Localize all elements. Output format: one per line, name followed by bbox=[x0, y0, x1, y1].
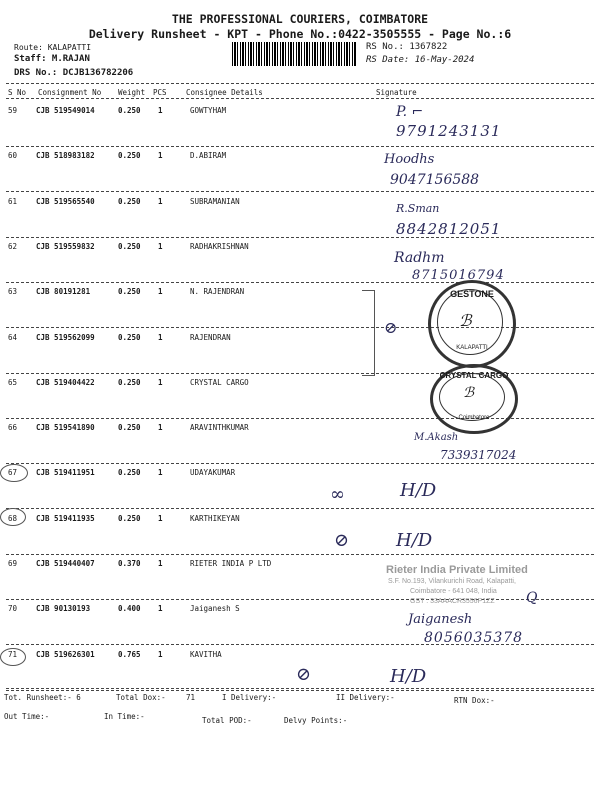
row-pcs: 1 bbox=[158, 106, 163, 115]
col-consignment: Consignment No bbox=[38, 88, 102, 97]
stamp-bottom-text: Coimbatore bbox=[458, 415, 490, 421]
row-sno: 69 bbox=[8, 559, 18, 568]
row-consignment: CJB 519562099 bbox=[36, 332, 95, 342]
row-weight: 0.250 bbox=[118, 106, 141, 115]
row-pcs: 1 bbox=[158, 649, 163, 659]
row-sno: 66 bbox=[8, 423, 18, 433]
col-sno: S No bbox=[8, 88, 27, 97]
signature-67: H/D bbox=[400, 480, 437, 501]
row-weight: 0.765 bbox=[118, 649, 141, 659]
row-pcs: 1 bbox=[158, 287, 163, 297]
out-time: Out Time:- bbox=[4, 712, 50, 721]
row-consignment: CJB 519411935 bbox=[36, 513, 95, 523]
signature-66-name: M.Akash bbox=[414, 432, 459, 443]
row-weight: 0.250 bbox=[118, 241, 141, 251]
row-pcs: 1 bbox=[158, 377, 163, 387]
row-weight: 0.370 bbox=[118, 559, 141, 568]
route-label: Route: KALAPATTI bbox=[14, 43, 92, 52]
divider bbox=[6, 83, 594, 84]
rieter-stamp-gst: GST : 33AAACR3556P1ZZ bbox=[410, 598, 495, 605]
row-divider bbox=[6, 554, 594, 555]
row-consignment: CJB 519411951 bbox=[36, 468, 95, 478]
row-sno: 61 bbox=[8, 196, 18, 206]
row-pcs: 1 bbox=[158, 423, 163, 433]
row-pcs: 1 bbox=[158, 468, 163, 478]
i-delivery: I Delivery:- bbox=[222, 693, 277, 702]
row-divider bbox=[6, 690, 594, 691]
col-pcs: PCS bbox=[153, 88, 167, 97]
row-consignment: CJB 519541890 bbox=[36, 423, 95, 433]
row-weight: 0.250 bbox=[118, 513, 141, 523]
row-sno: 67 bbox=[8, 468, 18, 478]
rtn-dox: RTN Dox:- bbox=[454, 696, 495, 705]
bracket-mark bbox=[362, 290, 375, 376]
row-divider bbox=[6, 282, 594, 283]
row-consignment: CJB 519626301 bbox=[36, 649, 95, 659]
row-consignment: CJB 518983182 bbox=[36, 151, 95, 161]
row-consignee: Jaiganesh S bbox=[190, 604, 240, 614]
row-consignment: CJB 80191281 bbox=[36, 287, 91, 297]
row-pcs: 1 bbox=[158, 241, 163, 251]
rieter-signature: Q bbox=[526, 590, 538, 606]
row-consignment: CJB 519565540 bbox=[36, 196, 95, 206]
signature-71: H/D bbox=[390, 666, 427, 687]
row-pcs: 1 bbox=[158, 604, 163, 614]
row-sno: 62 bbox=[8, 241, 18, 251]
signature-66-number: 7339317024 bbox=[440, 448, 517, 462]
row-consignment: CJB 519559832 bbox=[36, 241, 95, 251]
divider bbox=[6, 98, 594, 99]
stamp-bottom-text: KALAPATTI bbox=[456, 345, 488, 351]
rs-number: RS No.: 1367822 bbox=[366, 42, 448, 52]
company-title: THE PROFESSIONAL COURIERS, COIMBATORE bbox=[171, 12, 429, 26]
total-dox-label: Total Dox:- bbox=[116, 693, 166, 702]
row-consignment: CJB 519440407 bbox=[36, 559, 95, 568]
row-divider bbox=[6, 463, 594, 464]
row-consignee: D.ABIRAM bbox=[190, 151, 227, 161]
signature-68: H/D bbox=[396, 530, 433, 551]
row-divider bbox=[6, 508, 594, 509]
row-sno: 64 bbox=[8, 332, 18, 342]
col-consignee: Consignee Details bbox=[186, 88, 263, 97]
row-consignment: CJB 519549014 bbox=[36, 106, 95, 115]
signature-61-number: 8842812051 bbox=[396, 220, 502, 238]
total-dox-value: 71 bbox=[186, 693, 196, 702]
margin-circle bbox=[0, 464, 28, 482]
row-consignee: KAVITHA bbox=[190, 649, 222, 659]
row-divider bbox=[6, 237, 594, 238]
barcode bbox=[232, 42, 356, 66]
col-signature: Signature bbox=[376, 88, 417, 97]
stamp-top-text: CRYSTAL CARGO bbox=[439, 371, 509, 380]
row-consignee: RADHAKRISHNAN bbox=[190, 241, 249, 251]
row-weight: 0.250 bbox=[118, 423, 141, 433]
crystal-cargo-stamp: CRYSTAL CARGO Coimbatore ℬ bbox=[430, 364, 518, 434]
stamp-top-text: GESTONE bbox=[450, 289, 494, 299]
rieter-stamp-address: S.F. No.193, Vilankurichi Road, Kalapatti, bbox=[388, 578, 516, 585]
signature-62-number: 8715016794 bbox=[412, 268, 505, 283]
divider bbox=[6, 688, 594, 689]
row-sno: 71 bbox=[8, 649, 18, 659]
signature-60-name: Hoodhs bbox=[384, 152, 435, 167]
row-sno: 60 bbox=[8, 151, 18, 161]
row-pcs: 1 bbox=[158, 151, 163, 161]
signature-60-number: 9047156588 bbox=[390, 172, 480, 188]
staff-label: Staff: M.RAJAN bbox=[14, 54, 90, 64]
margin-circle bbox=[0, 648, 26, 666]
row-pcs: 1 bbox=[158, 559, 163, 568]
signature-59: 9791243131 bbox=[396, 122, 502, 140]
drs-number: DRS No.: DCJB136782206 bbox=[14, 68, 134, 78]
row-divider bbox=[6, 599, 594, 600]
margin-circle bbox=[0, 508, 26, 526]
row-sno: 63 bbox=[8, 287, 18, 297]
handmark-67: ∞ bbox=[330, 484, 345, 505]
signature-61-name: R.Sman bbox=[396, 202, 440, 215]
row-divider bbox=[6, 146, 594, 147]
row-weight: 0.400 bbox=[118, 604, 141, 614]
row-consignee: UDAYAKUMAR bbox=[190, 468, 236, 478]
row-weight: 0.250 bbox=[118, 468, 141, 478]
row-consignee: RAJENDRAN bbox=[190, 332, 231, 342]
row-pcs: 1 bbox=[158, 332, 163, 342]
in-time: In Time:- bbox=[104, 712, 145, 721]
row-consignee: GOWTYHAM bbox=[190, 106, 227, 115]
ii-delivery: II Delivery:- bbox=[336, 693, 395, 702]
row-consignee: CRYSTAL CARGO bbox=[190, 377, 249, 387]
row-consignee: N. RAJENDRAN bbox=[190, 287, 245, 297]
signature-70-name: Jaiganesh bbox=[408, 612, 473, 627]
handmark-63: ⊘ bbox=[384, 318, 398, 337]
handmark-71: ⊘ bbox=[296, 664, 312, 685]
signature-62-name: Radhm bbox=[394, 250, 445, 266]
row-weight: 0.250 bbox=[118, 332, 141, 342]
runsheet-subtitle: Delivery Runsheet - KPT - Phone No.:0422-3505555 - Page No.:6 bbox=[88, 27, 512, 41]
rs-date: RS Date: 16-May-2024 bbox=[366, 55, 475, 65]
signature-70-number: 8056035378 bbox=[424, 630, 524, 646]
rieter-stamp-city: Coimbatore - 641 048, India bbox=[410, 588, 497, 595]
row-sno: 59 bbox=[8, 106, 18, 115]
row-sno: 68 bbox=[8, 513, 18, 523]
total-pod: Total POD:- bbox=[202, 716, 252, 725]
row-sno: 65 bbox=[8, 377, 18, 387]
row-divider bbox=[6, 191, 594, 192]
row-pcs: 1 bbox=[158, 196, 163, 206]
row-consignment: CJB 90130193 bbox=[36, 604, 91, 614]
row-consignment: CJB 519404422 bbox=[36, 377, 95, 387]
row-consignee: RIETER INDIA P LTD bbox=[190, 559, 272, 568]
row-weight: 0.250 bbox=[118, 196, 141, 206]
handmark-68: ⊘ bbox=[334, 530, 350, 551]
row-consignee: ARAVINTHKUMAR bbox=[190, 423, 249, 433]
col-weight: Weight bbox=[118, 88, 146, 97]
delvy-points: Delvy Points:- bbox=[284, 716, 348, 725]
row-weight: 0.250 bbox=[118, 287, 141, 297]
row-sno: 70 bbox=[8, 604, 18, 614]
signature-mark: P. ⌐ bbox=[396, 104, 424, 120]
row-consignee: SUBRAMANIAN bbox=[190, 196, 240, 206]
company-stamp: GESTONE KALAPATTI ℬ bbox=[428, 280, 516, 368]
row-weight: 0.250 bbox=[118, 377, 141, 387]
row-weight: 0.250 bbox=[118, 151, 141, 161]
rieter-stamp-title: Rieter India Private Limited bbox=[386, 564, 528, 576]
row-consignee: KARTHIKEYAN bbox=[190, 513, 240, 523]
row-pcs: 1 bbox=[158, 513, 163, 523]
tot-runsheet: Tot. Runsheet:- 6 bbox=[4, 693, 81, 702]
